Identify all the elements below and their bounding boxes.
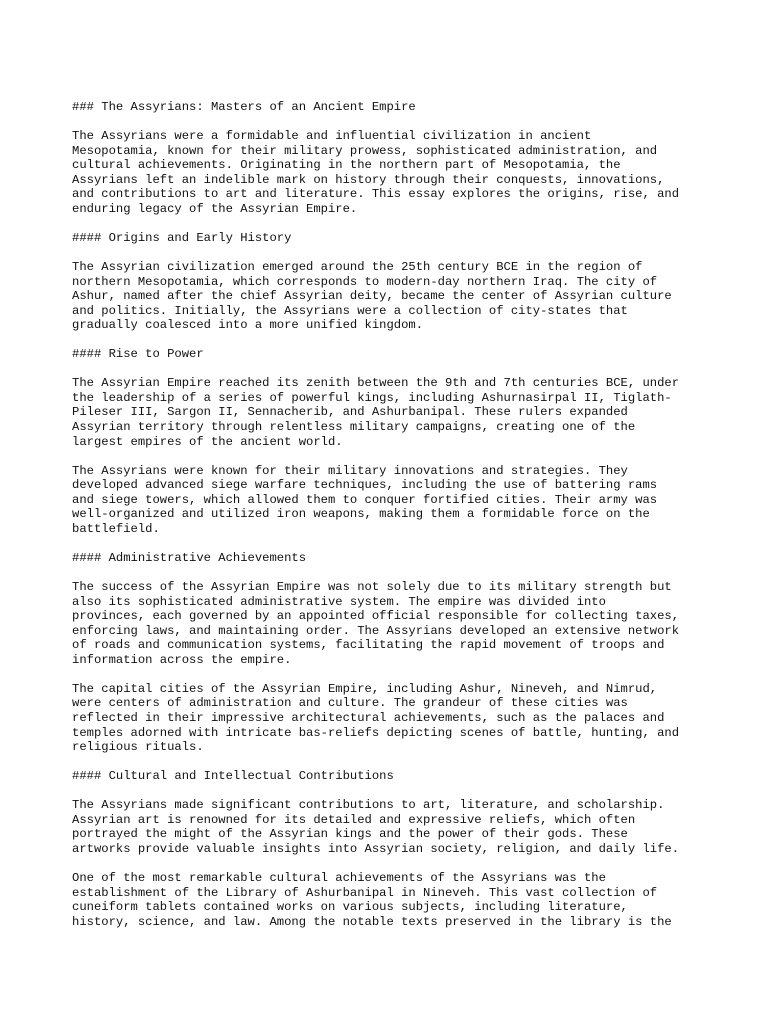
block-spacer <box>72 216 712 231</box>
paragraph-line: Assyrians left an indelible mark on history through their conquests, innovations, <box>72 172 665 187</box>
heading-text: #### Rise to Power <box>72 347 204 362</box>
section-heading <box>72 551 712 566</box>
heading-text: ### The Assyrians: Masters of an Ancient Empire <box>72 100 416 114</box>
paragraph-line: enduring legacy of the Assyrian Empire. <box>72 201 358 216</box>
section-heading <box>72 769 712 784</box>
paragraph-line: reflected in their impressive architectural achievements, such as the palaces and <box>72 710 665 725</box>
paragraph <box>72 682 712 755</box>
paragraph-line: establishment of the Library of Ashurbanipal in Nineveh. This vast collection of <box>72 885 658 900</box>
paragraph-line: battlefield. <box>72 521 160 536</box>
paragraph-line: The Assyrian Empire reached its zenith between the 9th and 7th centuries BCE, under <box>72 376 680 391</box>
paragraph-line: and siege towers, which allowed them to conquer fortified cities. Their army was <box>72 492 658 507</box>
paragraph-line: The Assyrian civilization emerged around the 25th century BCE in the region of <box>72 260 643 275</box>
paragraph <box>72 580 712 667</box>
paragraph-line: The success of the Assyrian Empire was not solely due to its military strength but <box>72 580 672 595</box>
block-spacer <box>72 667 712 682</box>
paragraph-line: of roads and communication systems, facilitating the rapid movement of troops and <box>72 638 665 653</box>
block-spacer <box>72 536 712 551</box>
paragraph-line: religious rituals. <box>72 740 204 755</box>
block-spacer <box>72 245 712 260</box>
paragraph-line: were centers of administration and culture. The grandeur of these cities was <box>72 696 628 711</box>
paragraph-line: the leadership of a series of powerful kings, including Ashurnasirpal II, Tiglath- <box>72 390 672 405</box>
heading-text: #### Origins and Early History <box>72 230 292 245</box>
paragraph-line: portrayed the might of the Assyrian kings and the power of their gods. These <box>72 827 628 842</box>
block-spacer <box>72 449 712 464</box>
paragraph-line: cultural achievements. Originating in the northern part of Mesopotamia, the <box>72 158 621 173</box>
heading-text: #### Administrative Achievements <box>72 550 307 565</box>
paragraph <box>72 798 712 856</box>
paragraph-line: Assyrian art is renowned for its detailed and expressive reliefs, which often <box>72 812 636 827</box>
paragraph-line: cuneiform tablets contained works on various subjects, including literature, <box>72 900 628 915</box>
paragraph <box>72 464 712 537</box>
paragraph-line: provinces, each governed by an appointed official responsible for collecting taxes, <box>72 609 680 624</box>
block-spacer <box>72 566 712 581</box>
block-spacer <box>72 115 712 130</box>
paragraph-line: also its sophisticated administrative system. The empire was divided into <box>72 594 606 609</box>
paragraph-line: The Assyrians were a formidable and influential civilization in ancient <box>72 129 592 144</box>
paragraph-line: Ashur, named after the chief Assyrian deity, became the center of Assyrian culture <box>72 289 672 304</box>
paragraph <box>72 376 712 449</box>
block-spacer <box>72 362 712 377</box>
section-heading <box>72 231 712 246</box>
document-page <box>72 100 712 929</box>
section-heading <box>72 100 712 115</box>
block-spacer <box>72 784 712 799</box>
paragraph-line: developed advanced siege warfare techniques, including the use of battering rams <box>72 478 658 493</box>
paragraph-line: and politics. Initially, the Assyrians were a collection of city-states that <box>72 303 628 318</box>
paragraph-line: and contributions to art and literature. This essay explores the origins, rise, and <box>72 187 680 202</box>
paragraph-line: artworks provide valuable insights into Assyrian society, religion, and daily life. <box>72 841 680 856</box>
document-body <box>72 100 712 929</box>
paragraph-line: gradually coalesced into a more unified kingdom. <box>72 318 424 333</box>
paragraph <box>72 871 712 929</box>
block-spacer <box>72 856 712 871</box>
paragraph-line: The Assyrians were known for their military innovations and strategies. They <box>72 463 628 478</box>
paragraph-line: well-organized and utilized iron weapons, making them a formidable force on the <box>72 507 650 522</box>
paragraph-line: Mesopotamia, known for their military prowess, sophisticated administration, and <box>72 143 658 158</box>
heading-text: #### Cultural and Intellectual Contributions <box>72 769 394 784</box>
paragraph-line: largest empires of the ancient world. <box>72 434 343 449</box>
paragraph-line: history, science, and law. Among the notable texts preserved in the library is the <box>72 914 672 929</box>
paragraph-line: enforcing laws, and maintaining order. The Assyrians developed an extensive network <box>72 623 680 638</box>
paragraph-line: Pileser III, Sargon II, Sennacherib, and Ashurbanipal. These rulers expanded <box>72 405 628 420</box>
paragraph <box>72 129 712 216</box>
paragraph-line: The capital cities of the Assyrian Empire, including Ashur, Nineveh, and Nimrud, <box>72 681 658 696</box>
block-spacer <box>72 755 712 770</box>
paragraph-line: northern Mesopotamia, which corresponds to modern-day northern Iraq. The city of <box>72 274 658 289</box>
paragraph-line: information across the empire. <box>72 652 292 667</box>
paragraph-line: One of the most remarkable cultural achievements of the Assyrians was the <box>72 870 606 885</box>
block-spacer <box>72 333 712 348</box>
paragraph-line: Assyrian territory through relentless military campaigns, creating one of the <box>72 420 636 435</box>
section-heading <box>72 347 712 362</box>
paragraph-line: temples adorned with intricate bas-reliefs depicting scenes of battle, hunting, and <box>72 725 680 740</box>
paragraph <box>72 260 712 333</box>
paragraph-line: The Assyrians made significant contributions to art, literature, and scholarship. <box>72 798 665 813</box>
